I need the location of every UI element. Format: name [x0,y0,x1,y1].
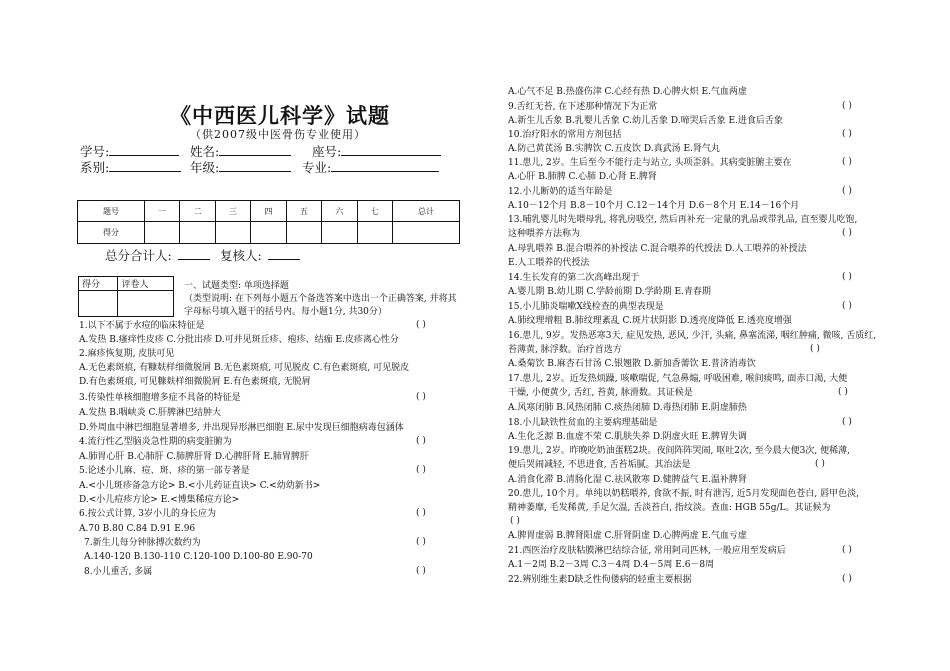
answer-parens: ( ) [416,508,426,518]
option-line: D.有色素斑痕, 可见糠麸样细微脱屑 E.有色素斑痕, 无脱屑 [79,377,311,387]
answer-parens: ( ) [842,272,852,282]
student-id-line [109,144,179,156]
score-cell[interactable] [180,222,215,244]
answer-parens: ( ) [510,516,520,526]
section-note: 字母标号填入题干的括号内。每小题1分, 共30分） [184,307,387,317]
seat-label: 座号: [312,144,342,159]
option-line: A.防己黄芪汤 B.实脾饮 C.五皮饮 D.真武汤 E.肾气丸 [508,144,720,154]
score-header-cell: 二 [180,201,215,222]
question-line: 12.小儿断奶的适当年龄是 [508,187,613,197]
score-cell[interactable] [251,222,286,244]
option-line: A.肺胃心肝 B.心肺肝 C.肺脾肝肾 D.心脾肝肾 E.肺胃脾肝 [79,452,309,462]
question-line: 10.治疗阳水的常用方剂包括 [508,130,622,140]
question-line: 精神萎靡, 毛发稀黄, 手足欠温, 舌淡苔白, 指纹淡。查血: HGB 55g/L。其证候为 [508,503,831,513]
answer-parens: ( ) [810,344,820,354]
option-line: A.10－12个月 B.8－10个月 C.12－14个月 D.6－8个月 E.14－16个月 [508,201,800,211]
score-header-cell: 一 [144,201,179,222]
score-header-cell: 七 [357,201,392,222]
question-line: 22.辨别维生素D缺乏性佝偻病的轻重主要根据 [508,575,692,585]
question-line: 1.以下不属于水痘的临床特征是 [79,321,205,331]
option-line: A.肺纹理增粗 B.肺纹理紊乱 C.斑片状阴影 D.透亮度降低 E.透亮度增强 [508,316,792,326]
option-line: E.人工喂养的代授法 [508,258,590,268]
question-line: 这种喂养方法称为 [508,229,581,239]
option-line: A.脾胃虚弱 B.脾肾阳虚 C.肝肾阴虚 D.心脾两虚 E.气血亏虚 [508,531,747,541]
question-line: 19.患儿, 2岁。昨晚吃奶油蛋糕2块。夜间阵阵哭闹, 呕吐2次, 至今晨大便3次, 便稀薄, [508,446,850,456]
answer-parens: ( ) [842,157,852,167]
answer-parens: ( ) [842,545,852,555]
score-row-label: 得分 [78,222,145,244]
score-header-cell: 四 [251,201,286,222]
score-cell[interactable] [393,222,460,244]
question-line: 3.传染性单核细胞增多症不具备的特征是 [79,393,241,403]
option-line: A.70 B.80 C.84 D.91 E.96 [79,524,196,534]
question-line: 苔薄黄, 脉浮数。治疗首选方 [508,345,622,355]
question-line: 13.哺乳婴儿时先喂母乳, 将乳房吸空, 然后再补充一定量的乳品或带乳品, 直至婴儿吃饱, [508,215,858,225]
option-line: D.<小儿痘疹方论> E.<博集稀痘方论> [79,495,240,505]
grade-line [219,160,291,172]
answer-parens: ( ) [842,186,852,196]
total-scorer-field [105,246,210,264]
option-line: A.风寒闭肺 B.风热闭肺 C.痰热闭肺 D.毒热闭肺 E.阴虚肺热 [508,403,747,413]
grader-table [78,276,174,317]
answer-parens: ( ) [416,320,426,330]
score-header-cell: 三 [215,201,250,222]
grader-score-label: 得分 [79,277,118,291]
question-line: 16.患儿, 9岁。发热恶寒3天, 症见发热, 恶风, 少汗, 头痛, 鼻塞流涕, 咽红肿痛, 微咳, 舌质红, [508,331,877,341]
answer-parens: ( ) [416,465,426,475]
grader-score-cell[interactable] [79,291,118,317]
score-header-cell: 六 [322,201,357,222]
score-cell[interactable] [215,222,250,244]
score-header-cell: 总计 [393,201,460,222]
answer-parens: ( ) [842,301,852,311]
score-cell[interactable] [322,222,357,244]
grade-label: 年级: [190,160,220,175]
question-line: 17.患儿, 2岁。近发热烦躁, 咳嗽喘促, 气急鼻煽, 呼吸困难, 喉间痰鸣, 面赤口渴, 大便 [508,374,848,384]
score-value-row [78,222,460,244]
score-table [77,200,460,244]
grade-field [190,158,291,176]
question-line: 2.麻疹恢复期, 皮肤可见 [79,349,175,359]
score-cell[interactable] [144,222,179,244]
dept-field [80,158,181,176]
question-line: 8.小儿重舌, 多属 [84,567,153,577]
dept-label: 系别: [80,160,110,175]
option-line: D.外周血中淋巴细胞显著增多, 并出现异形淋巴细胞 E.尿中发现巨细胞病毒包涵体 [79,423,404,433]
score-cell[interactable] [357,222,392,244]
section-note: （类型说明: 在下列每小题五个备选答案中选出一个正确答案, 并将其 [184,294,457,304]
option-line: A.消食化滞 B.清肠化湿 C.祛风散寒 D.健脾益气 E.温补脾肾 [508,475,747,485]
major-line [331,160,439,172]
answer-parens: ( ) [838,387,848,397]
answer-parens: ( ) [842,101,852,111]
question-line: 11.患儿, 2岁。生后至今不能行走与站立, 头项歪斜。其病变脏腑主要在 [508,158,792,168]
answer-parens: ( ) [842,574,852,584]
answer-parens: ( ) [815,459,825,469]
option-line: A.140-120 B.130-110 C.120-100 D.100-80 E.90-70 [84,552,313,562]
option-line: A.心肝 B.肺脾 C.心肺 D.心肾 E.脾肾 [508,172,657,182]
question-line: 21.西医治疗皮肤粘膜淋巴结综合征, 常用阿司匹林, 一般应用至发病后 [508,546,786,556]
option-line: A.无色素斑痕, 有糠麸样细微脱屑 B.无色素斑痕, 可见脱皮 C.有色素斑痕, 可见脱皮 [79,363,410,373]
score-header-row [78,201,460,222]
option-line: A.婴儿期 B.幼儿期 C.学龄前期 D.学龄期 E.青春期 [508,287,711,297]
answer-parens: ( ) [416,392,426,402]
major-field [302,158,439,176]
option-line: A.1－2周 B.2－3周 C.3－4周 D.4－5周 E.6－8周 [508,560,715,570]
question-line: 便后哭闹减轻, 不思进食, 舌苔垢腻。其治法是 [508,460,691,470]
dept-line [109,160,181,172]
option-line: A.桑菊饮 B.麻杏石甘汤 C.银翘散 D.新加香薷饮 E.普济消毒饮 [508,359,756,369]
question-line: 干燥, 小便黄少, 舌红, 苔黄, 脉滑数。其证候是 [508,388,693,398]
answer-parens: ( ) [416,436,426,446]
student-id-label: 学号: [80,144,110,159]
question-line: 4.流行性乙型脑炎急性期的病变脏腑为 [79,437,232,447]
seat-line [341,144,441,156]
question-line: 7.新生儿每分钟脉搏次数约为 [84,538,201,548]
score-header-cell: 五 [286,201,321,222]
score-cell[interactable] [286,222,321,244]
page-subtitle: （供2007级中医骨伤专业使用） [190,128,366,141]
grader-reviewer-label: 评卷人 [118,277,174,291]
option-line: A.<小儿斑疹备急方论> B.<小儿药证直诀> C.<幼幼新书> [79,481,321,491]
question-line: 9.舌红无苔, 在下述那种情况下为正常 [508,102,658,112]
option-line: A.发热 B.瘙痒性皮疹 C.分批出疹 D.可并见斑丘疹、疱疹、结痂 E.皮疹离心性分 [79,335,399,345]
question-line: 20.患儿, 10个月。单纯以奶糕喂养, 食欲不振, 时有泄泻, 近5月发现面色苍白, 唇甲色淡, [508,489,859,499]
total-scorer-line [178,248,210,260]
review-line [268,248,300,260]
question-line: 6.按公式计算, 3岁小儿的身长应为 [79,509,217,519]
score-header-cell: 题号 [78,201,145,222]
answer-parens: ( ) [416,566,426,576]
review-field [220,246,300,264]
answer-parens: ( ) [842,228,852,238]
grader-reviewer-cell[interactable] [118,291,174,317]
answer-parens: ( ) [416,537,426,547]
major-label: 专业: [302,160,332,175]
section-heading: 一、试题类型: 单项选择题 [184,281,289,291]
option-line: A.母乳喂养 B.混合喂养的补授法 C.混合喂养的代授法 D.人工喂养的补授法 [508,244,807,254]
page-title: 《中西医儿科学》试题 [170,103,390,128]
review-label: 复核人: [220,248,262,263]
question-line: 14.生长发育的第二次高峰出现于 [508,273,640,283]
total-scorer-label: 总分合计人: [105,248,172,263]
question-line: 18.小儿缺铁性贫血的主要病理基础是 [508,418,658,428]
option-line: A.心气不足 B.热盛伤津 C.心经有热 D.心脾火炽 E.气血两虚 [508,87,747,97]
name-line [219,144,291,156]
question-line: 5.论述小儿麻、痘、斑、疹的第一部专著是 [79,466,250,476]
answer-parens: ( ) [842,417,852,427]
option-line: A.发热 B.咽峡炎 C.肝脾淋巴结肿大 [79,408,221,418]
option-line: A.新生儿舌象 B.乳婴儿舌象 C.幼儿舌象 D.啼哭后舌象 E.进食后舌象 [508,116,783,126]
name-label: 姓名: [190,144,220,159]
question-line: 15.小儿肺炎喘嗽X线检查的典型表现是 [508,302,664,312]
option-line: A.生化乏源 B.血虚不荣 C.肌肤失养 D.阴虚火旺 E.脾胃失调 [508,432,747,442]
answer-parens: ( ) [842,129,852,139]
